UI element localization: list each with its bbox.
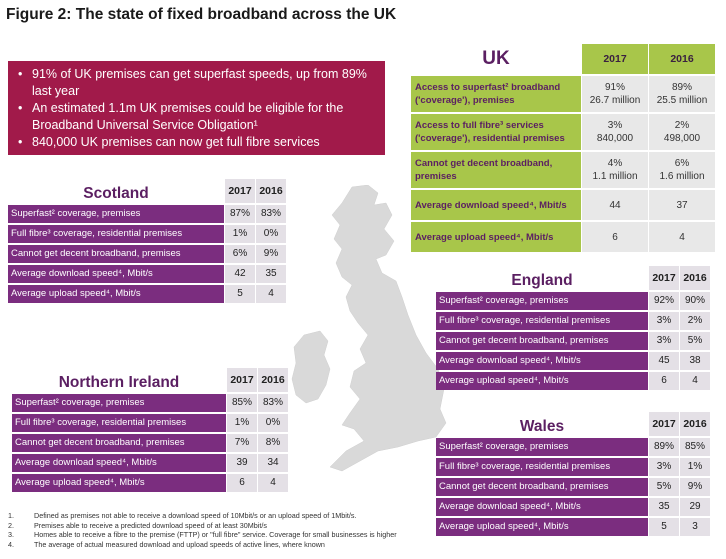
year-header: 2016 <box>680 412 710 436</box>
footnote-text: The average of actual measured download and upload speeds of active lines, where known <box>34 539 325 549</box>
table-row <box>8 225 286 243</box>
value-2016: 8% <box>258 434 288 452</box>
value-2016: 2% <box>680 312 710 330</box>
row-label: Access to full fibre³ services ('coverage'), residential premises <box>411 114 581 150</box>
value-2017: 3% <box>649 332 679 350</box>
table-row <box>8 285 286 303</box>
row-label: Average upload speed⁴, Mbit/s <box>411 222 581 252</box>
table-row <box>436 372 710 390</box>
row-label: Cannot get decent broadband, premises <box>8 245 224 263</box>
england-table <box>436 262 710 390</box>
value-2017: 45 <box>649 352 679 370</box>
row-label: Average upload speed⁴, Mbit/s <box>12 474 226 492</box>
value-pct: 3% <box>607 120 623 131</box>
footnote-number: 2. <box>8 520 14 530</box>
value-2017: 42 <box>225 265 255 283</box>
value: 4 <box>679 231 685 243</box>
scotland-table <box>8 175 286 303</box>
value-pct: 4% <box>607 158 623 169</box>
table-row <box>436 352 710 370</box>
footnote-number: 1. <box>8 511 14 520</box>
row-label: Average download speed⁴, Mbit/s <box>436 498 648 516</box>
value-2016: 0% <box>258 414 288 432</box>
table-row <box>411 114 715 150</box>
footnotes <box>8 511 397 549</box>
table-row <box>12 454 288 472</box>
value-2017: 89% <box>649 438 679 456</box>
value-count: 840,000 <box>596 133 634 144</box>
table-row <box>12 394 288 412</box>
table-row <box>8 205 286 223</box>
region-title: Wales <box>519 418 565 435</box>
value: 44 <box>609 199 621 211</box>
year-header: 2017 <box>227 368 257 392</box>
row-label: Superfast² coverage, premises <box>436 292 648 310</box>
value-2017 <box>582 76 648 112</box>
footnote <box>8 511 397 521</box>
value: 37 <box>676 199 688 211</box>
value-2017: 3% <box>649 312 679 330</box>
row-label: Average upload speed⁴, Mbit/s <box>436 518 648 536</box>
footnote-text: Premises able to receive a predicted download speed of at least 30Mbit/s <box>34 520 267 530</box>
row-label: Full fibre³ coverage, residential premises <box>8 225 224 243</box>
year-header: 2016 <box>649 44 715 74</box>
row-label: Cannot get decent broadband, premises <box>436 478 648 496</box>
value-count: 498,000 <box>663 133 701 144</box>
value-2016: 83% <box>256 205 286 223</box>
region-title: England <box>511 272 573 289</box>
row-label: Access to superfast² broadband ('coverage'), premises <box>411 76 581 112</box>
region-title: Scotland <box>83 185 149 202</box>
value-2017 <box>582 152 648 188</box>
table-row <box>436 292 710 310</box>
row-label: Average download speed⁴, Mbit/s <box>411 190 581 220</box>
value-2016 <box>649 152 715 188</box>
value-2017: 39 <box>227 454 257 472</box>
value-2016: 85% <box>680 438 710 456</box>
table-row <box>436 498 710 516</box>
value-2016: 83% <box>258 394 288 412</box>
table-row <box>12 474 288 492</box>
value-2017: 5 <box>225 285 255 303</box>
value-2016: 1% <box>680 458 710 476</box>
table-row <box>411 152 715 188</box>
value-2017: 6 <box>649 372 679 390</box>
row-label: Full fibre³ coverage, residential premises <box>436 312 648 330</box>
wales-table <box>436 408 710 536</box>
value-2016 <box>649 222 715 252</box>
value-2016: 38 <box>680 352 710 370</box>
value-2017: 6% <box>225 245 255 263</box>
value-count: 26.7 million <box>589 95 641 106</box>
key-points-box <box>8 61 385 155</box>
row-label: Superfast² coverage, premises <box>436 438 648 456</box>
value-2017: 92% <box>649 292 679 310</box>
table-row <box>436 332 710 350</box>
row-label: Cannot get decent broadband, premises <box>12 434 226 452</box>
table-row <box>411 190 715 220</box>
footnote-number: 3. <box>8 530 14 539</box>
value-2016: 9% <box>256 245 286 263</box>
footnote-number: 4. <box>8 539 14 549</box>
table-row <box>12 414 288 432</box>
value-2016: 9% <box>680 478 710 496</box>
region-title: Northern Ireland <box>58 374 180 391</box>
value-2017: 85% <box>227 394 257 412</box>
value-2016 <box>649 114 715 150</box>
figure-title: Figure 2: The state of fixed broadband across the UK <box>6 6 397 23</box>
value-2016: 0% <box>256 225 286 243</box>
value-2016: 35 <box>256 265 286 283</box>
value-pct: 89% <box>671 82 692 93</box>
footnote <box>8 521 397 531</box>
value-2017: 1% <box>227 414 257 432</box>
value-count: 1.6 million <box>659 171 705 182</box>
table-row <box>436 458 710 476</box>
value-pct: 91% <box>604 82 625 93</box>
value-2016 <box>649 76 715 112</box>
table-row <box>8 265 286 283</box>
table-row <box>411 222 715 252</box>
uk-title: UK <box>482 48 510 69</box>
value-pct: 2% <box>674 120 690 131</box>
value-2017 <box>582 222 648 252</box>
year-header: 2017 <box>225 179 255 203</box>
value-2016: 3 <box>680 518 710 536</box>
footnote-text: Defined as premises not able to receive a download speed of 10Mbit/s or an upload speed of 1Mbit/s. <box>34 511 357 520</box>
table-row <box>436 438 710 456</box>
value-2016 <box>649 190 715 220</box>
year-header: 2016 <box>256 179 286 203</box>
value-2017: 3% <box>649 458 679 476</box>
uk-table <box>411 44 715 252</box>
value: 6 <box>612 231 618 243</box>
table-row <box>436 312 710 330</box>
table-row <box>436 518 710 536</box>
year-header: 2017 <box>649 412 679 436</box>
row-label: Superfast² coverage, premises <box>8 205 224 223</box>
value-count: 25.5 million <box>656 95 708 106</box>
value-pct: 6% <box>674 158 690 169</box>
value-2016: 4 <box>256 285 286 303</box>
table-row <box>8 245 286 263</box>
row-label: Average download speed⁴, Mbit/s <box>436 352 648 370</box>
year-header: 2016 <box>258 368 288 392</box>
value-2016: 29 <box>680 498 710 516</box>
row-label: Superfast² coverage, premises <box>12 394 226 412</box>
value-2016: 4 <box>680 372 710 390</box>
row-label: Average download speed⁴, Mbit/s <box>12 454 226 472</box>
value-2016: 5% <box>680 332 710 350</box>
key-point: • 91% of UK premises can get superfast speeds, up from 89% last year <box>18 66 375 100</box>
year-header: 2016 <box>680 266 710 290</box>
value-2017: 5% <box>649 478 679 496</box>
value-2017: 7% <box>227 434 257 452</box>
footnote <box>8 540 397 550</box>
value-2017: 5 <box>649 518 679 536</box>
year-header: 2017 <box>649 266 679 290</box>
key-point: • An estimated 1.1m UK premises could be eligible for the Broadband Universal Service Obligation¹ <box>18 100 375 134</box>
row-label: Average upload speed⁴, Mbit/s <box>436 372 648 390</box>
row-label: Average download speed⁴, Mbit/s <box>8 265 224 283</box>
value-2016: 90% <box>680 292 710 310</box>
row-label: Average upload speed⁴, Mbit/s <box>8 285 224 303</box>
value-2016: 34 <box>258 454 288 472</box>
key-point: • 840,000 UK premises can now get full fibre services <box>18 134 375 151</box>
value-2017 <box>582 114 648 150</box>
value-2017: 6 <box>227 474 257 492</box>
table-row <box>436 478 710 496</box>
value-2017: 1% <box>225 225 255 243</box>
value-count: 1.1 million <box>592 171 638 182</box>
row-label: Cannot get decent broadband, premises <box>411 152 581 188</box>
northern-ireland-table <box>12 364 288 492</box>
value-2017 <box>582 190 648 220</box>
footnote-text: Homes able to receive a fibre to the premise (FTTP) or "full fibre" service. Coverage for small businesses is higher <box>34 530 397 539</box>
value-2017: 35 <box>649 498 679 516</box>
row-label: Cannot get decent broadband, premises <box>436 332 648 350</box>
year-header: 2017 <box>582 44 648 74</box>
table-row <box>411 76 715 112</box>
value-2016: 4 <box>258 474 288 492</box>
footnote <box>8 530 397 540</box>
table-row <box>12 434 288 452</box>
row-label: Full fibre³ coverage, residential premises <box>12 414 226 432</box>
value-2017: 87% <box>225 205 255 223</box>
row-label: Full fibre³ coverage, residential premises <box>436 458 648 476</box>
ireland-shape <box>292 331 330 403</box>
